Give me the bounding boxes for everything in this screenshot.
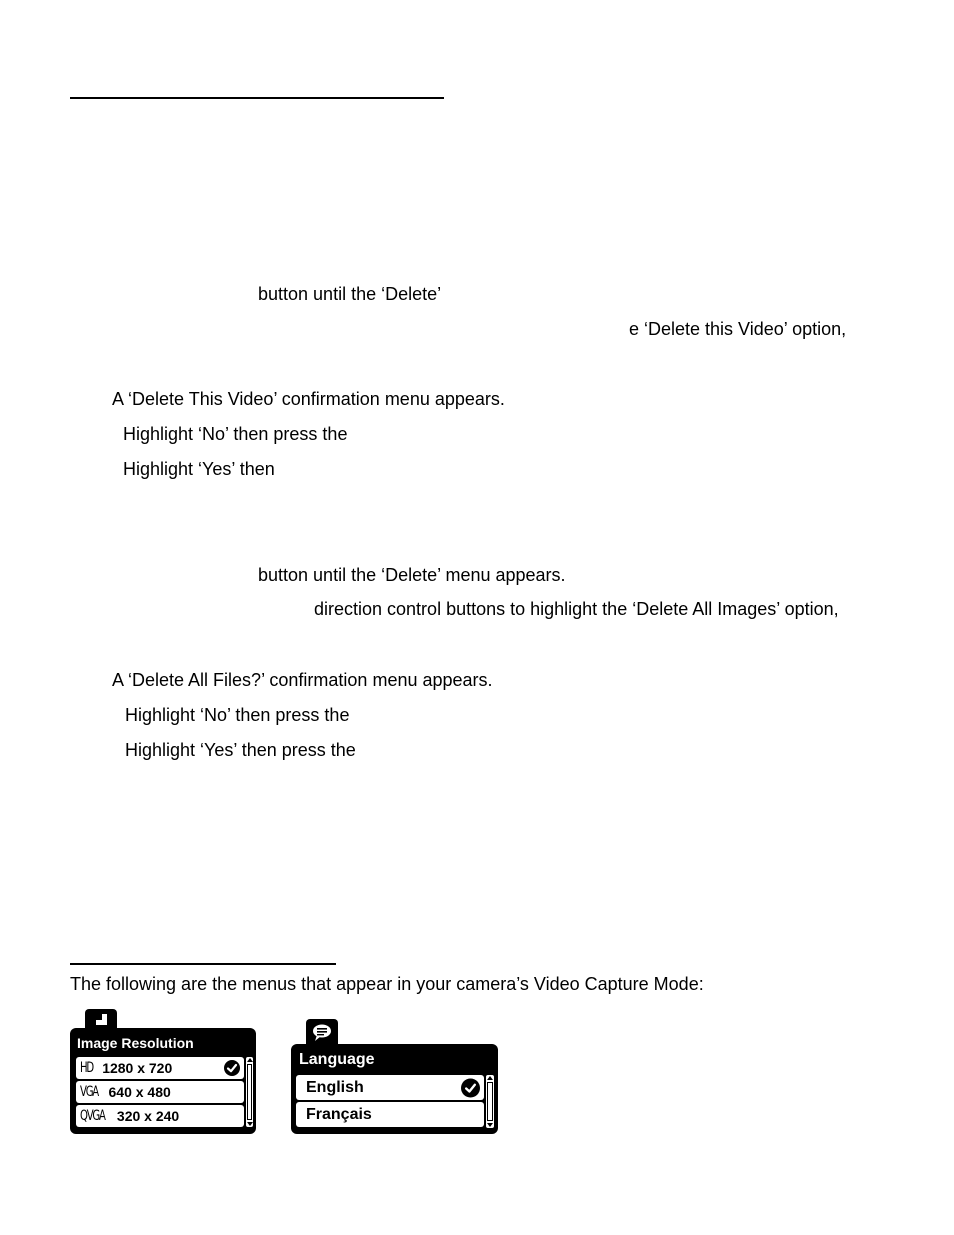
- resolution-scrollbar[interactable]: [246, 1057, 253, 1127]
- language-option-label: English: [306, 1078, 364, 1096]
- image-resolution-menu: [70, 1009, 256, 1134]
- resolution-option-tag: HD: [80, 1060, 93, 1076]
- text-line-delete-all-images-option: direction control buttons to highlight the ‘Delete All Images’ option,: [314, 599, 839, 619]
- text-line-delete-menu-appears: button until the ‘Delete’ menu appears.: [258, 565, 566, 585]
- resolution-option-hd[interactable]: [76, 1057, 244, 1079]
- resolution-option-label: 640 x 480: [108, 1084, 171, 1100]
- language-scrollbar[interactable]: [486, 1075, 494, 1128]
- resolution-option-tag: QVGA: [80, 1108, 105, 1124]
- resolution-option-qvga[interactable]: [76, 1105, 244, 1127]
- section-rule-top: [70, 97, 444, 99]
- text-line-highlight-yes: Highlight ‘Yes’ then: [123, 459, 275, 479]
- language-menu: [291, 1019, 498, 1134]
- video-capture-menus-intro: The following are the menus that appear in your camera’s Video Capture Mode:: [70, 974, 704, 994]
- text-line-delete-all-confirmation: A ‘Delete All Files?’ confirmation menu appears.: [112, 670, 493, 690]
- language-option-english[interactable]: [296, 1075, 484, 1100]
- scroll-up-arrow-icon: [247, 1058, 253, 1062]
- resolution-menu-title: Image Resolution: [77, 1035, 194, 1051]
- text-line-delete-video-confirmation: A ‘Delete This Video’ confirmation menu appears.: [112, 389, 505, 409]
- resolution-option-tag: VGA: [80, 1084, 98, 1100]
- checkmark-icon: [461, 1078, 480, 1097]
- text-line-delete-button: button until the ‘Delete’: [258, 284, 442, 304]
- resolution-option-label: 1280 x 720: [102, 1060, 173, 1076]
- text-line-highlight-no-2: Highlight ‘No’ then press the: [125, 705, 350, 725]
- resolution-option-vga[interactable]: [76, 1081, 244, 1103]
- language-speech-bubble-icon: [306, 1019, 338, 1047]
- checkmark-icon: [224, 1060, 240, 1076]
- scroll-up-arrow-icon: [487, 1076, 493, 1080]
- section-rule-menus: [70, 963, 336, 965]
- language-option-label: Français: [306, 1105, 372, 1123]
- scrollbar-track: [487, 1082, 493, 1121]
- language-menu-title: Language: [299, 1051, 375, 1068]
- resolution-option-label: 320 x 240: [116, 1108, 180, 1124]
- text-line-highlight-no: Highlight ‘No’ then press the: [123, 424, 348, 444]
- language-option-francais[interactable]: [296, 1102, 484, 1127]
- text-line-highlight-yes-2: Highlight ‘Yes’ then press the: [125, 740, 356, 760]
- scroll-down-arrow-icon: [487, 1123, 493, 1127]
- scroll-down-arrow-icon: [247, 1122, 253, 1126]
- scrollbar-track: [247, 1064, 252, 1120]
- text-line-delete-this-video-option: e ‘Delete this Video’ option,: [629, 319, 847, 339]
